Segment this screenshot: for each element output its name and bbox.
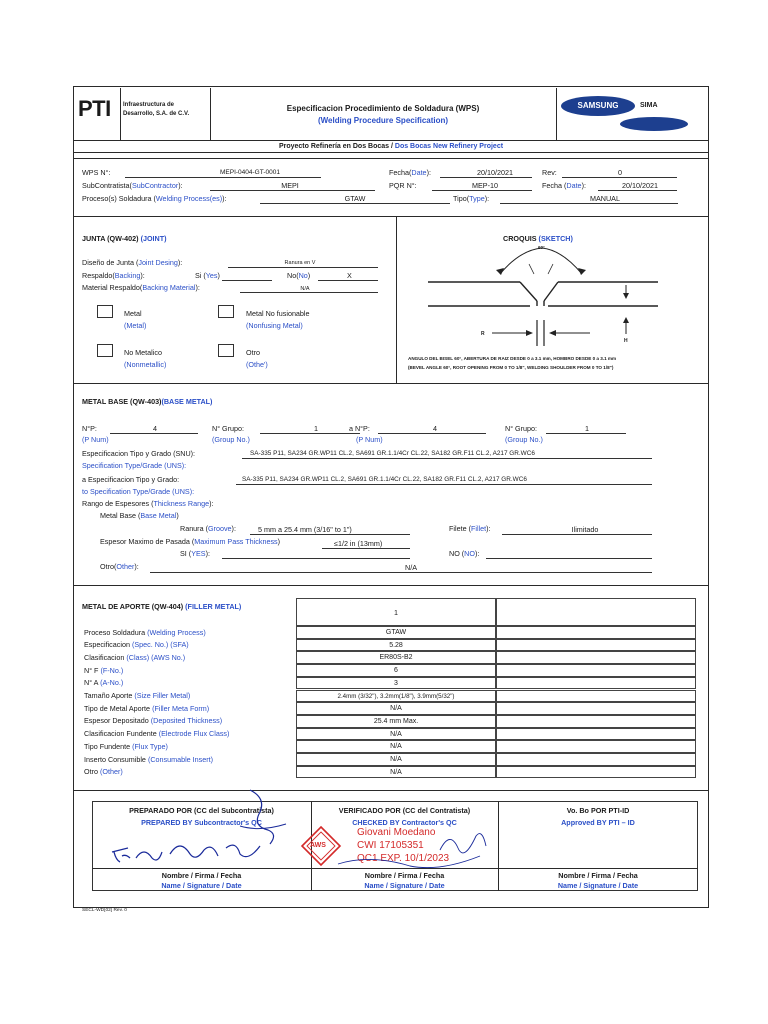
filler-row-value: GTAW — [296, 626, 496, 639]
nonfusing-checkbox[interactable] — [218, 305, 234, 318]
filler-row-empty — [496, 728, 696, 741]
filler-row-value: 6 — [296, 664, 496, 677]
divider — [556, 88, 557, 140]
to-spec-en: to Specification Type/Grade (UNS): — [82, 487, 195, 496]
opt-nonfusing: Metal No fusionable — [246, 309, 310, 318]
filler-row-empty — [496, 740, 696, 753]
pqr-label: PQR N°: — [389, 181, 417, 190]
filler-row-empty — [496, 664, 696, 677]
divider — [73, 585, 709, 586]
stamp-name: Giovani Moedano — [357, 827, 436, 838]
pnum-label: N°P: — [82, 424, 97, 433]
maxpass-label: Espesor Maximo de Pasada (Maximum Pass Thickness) — [100, 537, 281, 546]
filler-row-empty — [496, 702, 696, 715]
samsung-logo: SAMSUNG — [561, 96, 635, 116]
opt-nonmetal-en: (Nonmetallic) — [124, 360, 167, 369]
other-checkbox[interactable] — [218, 344, 234, 357]
project-banner: Proyecto Refinería en Dos Bocas / Dos Bocas New Refinery Project — [278, 143, 504, 150]
filler-row-label: Inserto Consumible (Consumable Insert) — [84, 754, 214, 764]
filler-row-value: 25.4 mm Max. — [296, 715, 496, 728]
sima-swoosh-icon — [620, 117, 688, 131]
divider — [210, 88, 211, 140]
title-en: (Welding Procedure Specification) — [317, 116, 449, 125]
sign-footer-es-3: Nombre / Firma / Fecha — [558, 871, 638, 880]
filler-row-value: N/A — [296, 740, 496, 753]
opt-metal: Metal — [124, 309, 142, 318]
spec-en: Specification Type/Grade (UNS): — [82, 461, 187, 470]
opt-other-en: (Othe') — [246, 360, 268, 369]
sketch-angle: 60° — [538, 245, 545, 250]
filler-row-empty — [496, 753, 696, 766]
filler-row-empty — [496, 715, 696, 728]
opt-other: Otro — [246, 348, 260, 357]
rev-value: 0 — [618, 168, 622, 177]
filler-row-empty — [496, 690, 696, 703]
joint-design-label: Diseño de Junta (Joint Desing): — [82, 258, 183, 267]
filler-row-empty — [496, 651, 696, 664]
joint-design-value: Ranura en V — [284, 260, 316, 266]
prepared-by-es: PREPARADO POR (CC del Subcontratista) — [129, 806, 274, 815]
prepared-by-en: PREPARED BY Subcontractor's QC — [141, 818, 262, 827]
backing-no-mark: X — [347, 271, 352, 280]
group2-value: 1 — [585, 424, 589, 433]
joint-title: JUNTA (QW-402) (JOINT) — [82, 234, 167, 243]
no-label: NO (NO): — [449, 549, 480, 558]
to-spec-label: a Especificacion Tipo y Grado: — [82, 475, 180, 484]
tipo-value: MANUAL — [590, 194, 620, 203]
opt-metal-en: (Metal) — [124, 321, 147, 330]
filler-row-label: Otro (Other) — [84, 767, 123, 777]
sketch-note-en: (BEVEL ANGLE 60°, ROOT OPENING FROM 0 TO 1/8", WELDING SHOULDER FROM 0 TO 1/8") — [408, 365, 614, 370]
sign-footer-es-1: Nombre / Firma / Fecha — [161, 871, 242, 880]
other-label: Otro(Other): — [100, 562, 139, 571]
approved-by-en: Approved BY PTI – ID — [561, 818, 635, 827]
fecha-label: Fecha(Date): — [389, 168, 431, 177]
handwritten-signature-icon — [100, 786, 300, 872]
fecha2-value: 20/10/2021 — [622, 181, 658, 190]
fillet-label: Filete (Fillet): — [449, 524, 491, 533]
si-label: SI (YES): — [180, 549, 210, 558]
filler-row-value: N/A — [296, 766, 496, 779]
company-line1: Infraestructura de — [123, 102, 175, 108]
wps-document — [73, 86, 709, 908]
base-metal-title: METAL BASE (QW-403)(BASE METAL) — [82, 397, 213, 406]
group2-en: (Group No.) — [505, 435, 543, 444]
wps-label: WPS N°: — [82, 168, 111, 177]
range-label: Rango de Espesores (Thickness Range): — [82, 499, 214, 508]
filler-row-empty — [496, 766, 696, 779]
stamp-exp: QC1 EXP. 10/1/2023 — [357, 853, 450, 864]
process-label: Proceso(s) Soldadura (Welding Process(es)): — [82, 194, 227, 203]
subcontractor-value: MEPI — [281, 181, 299, 190]
checker-signature-icon — [330, 826, 500, 872]
a-pnum-value: 4 — [433, 424, 437, 433]
process-value: GTAW — [344, 194, 366, 203]
pti-logo: PTI — [78, 96, 111, 121]
pnum-value: 4 — [153, 424, 157, 433]
filler-row-label: Especificacion (Spec. No.) (SFA) — [84, 640, 189, 650]
filler-row-label: N° A (A-No.) — [84, 678, 124, 688]
company-line2: Desarrollo, S.A. de C.V. — [123, 111, 190, 117]
title-es: Especificacion Procedimiento de Soldadura (WPS) — [286, 104, 480, 113]
filler-row-value: N/A — [296, 753, 496, 766]
divider — [73, 383, 709, 384]
to-spec-value: SA-335 P11, SA234 GR.WP11 CL.2, SA691 GR.1.1/4Cr CL.22, SA182 GR.F11 CL.2, A217 GR.WC6 — [242, 476, 527, 483]
pnum-en: (P Num) — [82, 435, 109, 444]
group-value: 1 — [314, 424, 318, 433]
divider — [73, 152, 709, 153]
sketch-r: R — [481, 331, 485, 337]
sign-footer-es-2: Nombre / Firma / Fecha — [364, 871, 445, 880]
joint-sketch — [400, 244, 705, 354]
sign-footer-en-3: Name / Signature / Date — [557, 881, 639, 890]
stamp-cwi: CWI 17105351 — [357, 840, 424, 851]
divider — [396, 216, 397, 383]
metal-checkbox[interactable] — [97, 305, 113, 318]
filler-row-label: Tipo de Metal Aporte (Filler Meta Form) — [84, 703, 210, 713]
filler-row-label: Clasificacion Fundente (Electrode Flux Class) — [84, 729, 230, 739]
filler-row-value: N/A — [296, 702, 496, 715]
opt-nonfusing-en: (Nonfusing Metal) — [246, 321, 303, 330]
backing-no-label: No(No) — [287, 271, 311, 280]
group2-label: N° Grupo: — [505, 424, 538, 433]
nonmetallic-checkbox[interactable] — [97, 344, 113, 357]
divider — [73, 216, 709, 217]
sign-footer-en-1: Name / Signature / Date — [161, 881, 242, 890]
group-label: N° Grupo: — [212, 424, 245, 433]
filler-row-label: Espesor Depositado (Deposited Thickness) — [84, 716, 223, 726]
filler-row-value: ER80S-B2 — [296, 651, 496, 664]
filler-row-label: N° F (F-No.) — [84, 665, 124, 675]
sketch-note-es: ANGULO DEL BISEL 60°, ABERTURA DE RAIZ DESDE 0 a 3.1 mm, HOMBRO DESDE 0 a 3.1 mm — [408, 356, 617, 361]
filler-row-label: Tipo Fundente (Flux Type) — [84, 741, 168, 751]
wps-value: MEPI-0404-GT-0001 — [220, 169, 280, 176]
a-pnum-en: (P Num) — [356, 435, 383, 444]
filler-row-empty — [496, 677, 696, 690]
fillet-value: Ilimitado — [571, 525, 599, 534]
filler-row-value: 3 — [296, 677, 496, 690]
tipo-label: Tipo(Type): — [453, 194, 490, 203]
spec-value: SA-335 P11, SA234 GR.WP11 CL.2, SA691 GR.1.1/4Cr CL.22, SA182 GR.F11 CL.2, A217 GR.WC6 — [250, 450, 535, 457]
filler-row-value: 2.4mm (3/32"), 3.2mm(1/8"), 3.9mm(5/32") — [296, 690, 496, 703]
stamp-aws: AWS — [310, 842, 326, 849]
backing-material-value: N/A — [300, 286, 310, 292]
form-code: SECL-WD[02] Rev. 0 — [82, 908, 127, 913]
sign-footer-en-2: Name / Signature / Date — [364, 881, 445, 890]
sima-logo: SIMA — [640, 102, 658, 109]
subcontractor-label: SubContratista(SubContractor): — [82, 181, 183, 190]
filler-row-empty — [496, 626, 696, 639]
backing-label: Respaldo(Backing): — [82, 271, 145, 280]
group-en: (Group No.) — [212, 435, 250, 444]
maxpass-value: ≤1/2 in (13mm) — [334, 539, 383, 548]
filler-row-label: Clasificacion (Class) (AWS No.) — [84, 652, 186, 662]
approved-by-es: Vo. Bo POR PTI-ID — [566, 806, 630, 815]
a-pnum-label: a N°P: — [349, 424, 370, 433]
checked-by-es: VERIFICADO POR (CC del Contratista) — [338, 806, 471, 815]
groove-value: 5 mm a 25.4 mm (3/16" to 1") — [258, 525, 352, 534]
opt-nonmetal: No Metalico — [124, 348, 162, 357]
filler-col-empty — [496, 598, 696, 626]
base-label: Metal Base (Base Metal) — [100, 511, 179, 520]
sketch-title: CROQUIS (SKETCH) — [503, 234, 573, 243]
filler-row-label: Proceso Soldadura (Welding Process) — [84, 627, 206, 637]
groove-label: Ranura (Groove): — [180, 524, 236, 533]
backing-material-label: Material Respaldo(Backing Material): — [82, 283, 200, 292]
sketch-h: H — [624, 338, 628, 344]
checked-by-en: CHECKED BY Contractor's QC — [352, 818, 457, 827]
rev-label: Rev: — [542, 168, 557, 177]
filler-row-empty — [496, 639, 696, 652]
filler-row-value: N/A — [296, 728, 496, 741]
divider — [73, 158, 709, 159]
fecha2-label: Fecha (Date): — [542, 181, 586, 190]
spec-label: Especificacion Tipo y Grado (SNU): — [82, 449, 196, 458]
backing-yes-label: Si (Yes) — [195, 271, 220, 280]
pqr-value: MEP-10 — [472, 181, 498, 190]
filler-col-header: 1 — [296, 598, 496, 626]
other-value: N/A — [405, 563, 417, 572]
divider — [120, 88, 121, 140]
filler-row-label: Tamaño Aporte (Size Filler Metal) — [84, 691, 191, 700]
fecha-value: 20/10/2021 — [477, 168, 513, 177]
filler-title: METAL DE APORTE (QW-404) (FILLER METAL) — [82, 602, 242, 611]
filler-row-value: 5.28 — [296, 639, 496, 652]
